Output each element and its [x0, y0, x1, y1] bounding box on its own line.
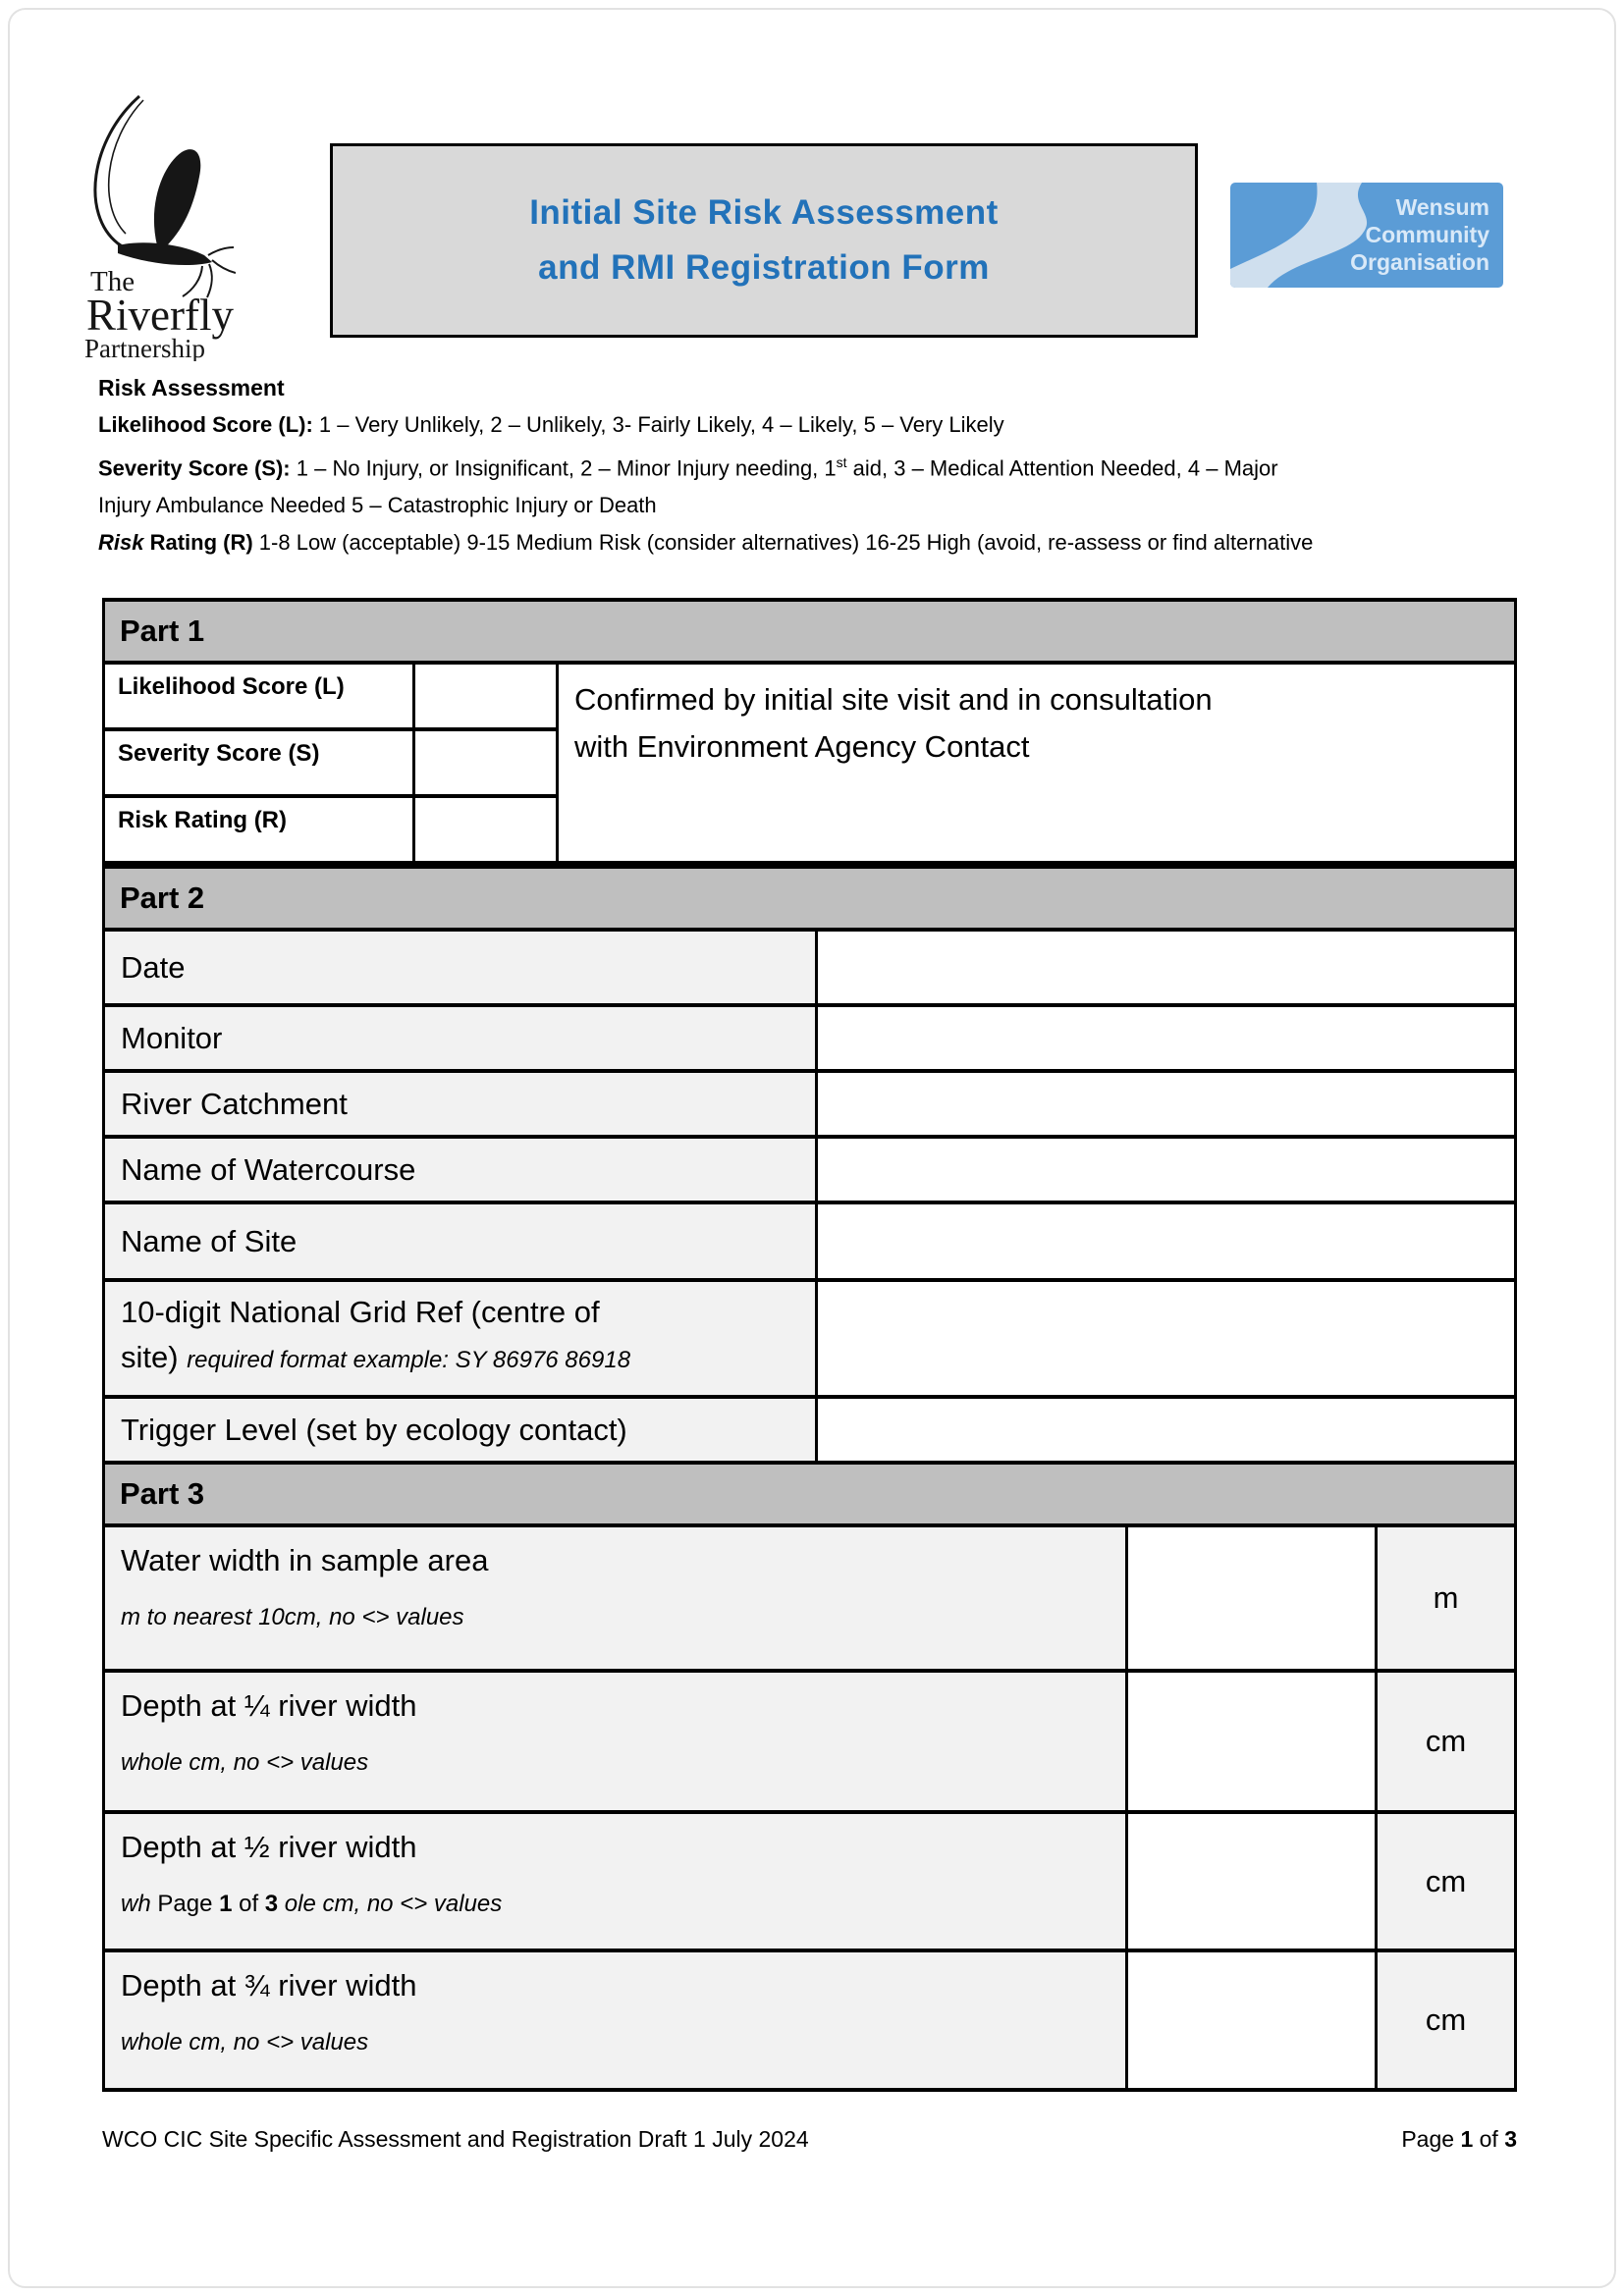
- severity-definition-text2: aid, 3 – Medical Attention Needed, 4 – Major: [846, 455, 1278, 481]
- riverfly-logo-the: The: [90, 266, 135, 297]
- table-row: [105, 1527, 1514, 1669]
- part2-table: [102, 932, 1517, 1465]
- depth-three-quarter-label: [105, 1952, 1128, 2088]
- table-row: [105, 1395, 1514, 1461]
- risk-rating-label: Risk Rating (R): [105, 798, 415, 861]
- wensum-logo-line3: Organisation: [1350, 249, 1489, 275]
- wensum-logo-line2: Community: [1365, 222, 1489, 247]
- site-name-input-cell[interactable]: [818, 1204, 1514, 1278]
- form-title-box: [330, 143, 1198, 338]
- riverfly-logo-partnership: Partnership: [84, 334, 205, 361]
- severity-score-definition: [98, 444, 1551, 487]
- table-row: [105, 932, 1514, 1003]
- watercourse-name-input-cell[interactable]: [818, 1139, 1514, 1201]
- depth-half-label: [105, 1814, 1128, 1949]
- risk-rating-definition: [98, 524, 1551, 561]
- part3-table: [102, 1527, 1517, 2092]
- footer-document-title: WCO CIC Site Specific Assessment and Registration Draft 1 July 2024: [102, 2126, 809, 2152]
- depth-quarter-input-cell[interactable]: [1128, 1673, 1378, 1810]
- severity-score-label: Severity Score (S): [105, 731, 415, 794]
- table-row: [105, 1069, 1514, 1135]
- part1-section: [102, 598, 1517, 865]
- water-width-input-cell[interactable]: [1128, 1527, 1378, 1669]
- watercourse-name-label: Name of Watercourse: [105, 1139, 818, 1201]
- table-row: [105, 665, 556, 727]
- severity-score-cell[interactable]: [415, 731, 556, 794]
- part1-confirmation-note: [556, 665, 1514, 861]
- severity-definition-label: Severity Score (S):: [98, 455, 291, 481]
- trigger-level-input-cell[interactable]: [818, 1399, 1514, 1461]
- depth-quarter-title: Depth at ¼ river width: [121, 1688, 417, 1723]
- risk-rating-definition-text: 1-8 Low (acceptable) 9-15 Medium Risk (consider alternatives) 16-25 High (avoid, re-assess or find alternative: [252, 530, 1314, 556]
- likelihood-definition-text: 1 – Very Unlikely, 2 – Unlikely, 3- Fairly Likely, 4 – Likely, 5 – Very Likely: [312, 412, 1004, 437]
- part1-table: [102, 665, 1517, 865]
- depth-three-quarter-input-cell[interactable]: [1128, 1952, 1378, 2088]
- table-row: [105, 1201, 1514, 1278]
- table-row: [105, 1003, 1514, 1069]
- table-row: [105, 1278, 1514, 1395]
- table-row: [105, 727, 556, 794]
- page-footer: [102, 2126, 1517, 2153]
- part2-header: Part 2: [102, 865, 1517, 932]
- part2-section: [102, 865, 1517, 1465]
- site-name-label: Name of Site: [105, 1204, 818, 1278]
- table-row: [105, 794, 556, 861]
- depth-half-unit: cm: [1378, 1814, 1514, 1949]
- date-input-cell[interactable]: [818, 932, 1514, 1003]
- grid-ref-label-line1: 10-digit National Grid Ref (centre of: [121, 1295, 600, 1329]
- trigger-level-label: Trigger Level (set by ecology contact): [105, 1399, 818, 1461]
- grid-ref-format-hint: required format example: SY 86976 86918: [187, 1347, 631, 1373]
- riverfly-partnership-logo: [61, 86, 236, 361]
- monitor-input-cell[interactable]: [818, 1007, 1514, 1069]
- likelihood-score-label: Likelihood Score (L): [105, 665, 415, 727]
- part1-score-grid: [105, 665, 556, 861]
- risk-assessment-heading: Risk Assessment: [98, 375, 285, 400]
- risk-rating-cell[interactable]: [415, 798, 556, 861]
- risk-rating-label-bold: Rating (R): [143, 530, 253, 556]
- monitor-label: Monitor: [105, 1007, 818, 1069]
- wensum-logo-line1: Wensum: [1395, 194, 1489, 220]
- table-row: [105, 1135, 1514, 1201]
- footer-page-number: Page 1 of 3: [1401, 2126, 1517, 2152]
- part3-section: [102, 1461, 1517, 2092]
- part1-note-line2: with Environment Agency Contact: [574, 729, 1030, 764]
- form-title-line1: Initial Site Risk Assessment: [529, 193, 999, 232]
- form-title-line2: and RMI Registration Form: [538, 248, 990, 287]
- table-row: [105, 1949, 1514, 2088]
- part1-header: Part 1: [102, 598, 1517, 665]
- severity-definition-text1: 1 – No Injury, or Insignificant, 2 – Minor Injury needing, 1: [290, 455, 837, 481]
- riverfly-logo-name: Riverfly: [86, 291, 234, 340]
- part1-note-line1: Confirmed by initial site visit and in consultation: [574, 682, 1213, 717]
- grid-ref-label: [105, 1282, 818, 1395]
- wensum-community-organisation-logo: [1230, 183, 1503, 288]
- likelihood-definition-label: Likelihood Score (L):: [98, 412, 313, 437]
- grid-ref-label-line2: site) required format example: SY 86976 86918: [121, 1340, 631, 1374]
- depth-half-input-cell[interactable]: [1128, 1814, 1378, 1949]
- river-catchment-input-cell[interactable]: [818, 1073, 1514, 1135]
- river-catchment-label: River Catchment: [105, 1073, 818, 1135]
- depth-three-quarter-title: Depth at ¾ river width: [121, 1968, 417, 2002]
- water-width-hint: m to nearest 10cm, no <> values: [121, 1604, 464, 1630]
- table-row: [105, 1810, 1514, 1949]
- depth-quarter-hint: whole cm, no <> values: [121, 1749, 369, 1776]
- depth-half-hint: wh Page 1 of 3 ole cm, no <> values: [121, 1891, 503, 1917]
- mayfly-icon: [61, 86, 236, 361]
- depth-quarter-label: [105, 1673, 1128, 1810]
- severity-definition-superscript: st: [836, 454, 847, 470]
- depth-quarter-unit: cm: [1378, 1673, 1514, 1810]
- water-width-title: Water width in sample area: [121, 1543, 489, 1577]
- water-width-unit: m: [1378, 1527, 1514, 1669]
- water-width-label: [105, 1527, 1128, 1669]
- depth-three-quarter-unit: cm: [1378, 1952, 1514, 2088]
- table-row: [105, 1669, 1514, 1810]
- depth-half-title: Depth at ½ river width: [121, 1830, 417, 1864]
- date-label: Date: [105, 932, 818, 1003]
- part3-header: Part 3: [102, 1461, 1517, 1527]
- risk-assessment-intro: [98, 369, 1551, 561]
- severity-score-definition-line2: Injury Ambulance Needed 5 – Catastrophic Injury or Death: [98, 493, 657, 518]
- depth-three-quarter-hint: whole cm, no <> values: [121, 2029, 369, 2056]
- risk-rating-label-italic: Risk: [98, 530, 144, 556]
- wensum-logo-text: [1350, 193, 1489, 276]
- grid-ref-input-cell[interactable]: [818, 1282, 1514, 1395]
- likelihood-score-cell[interactable]: [415, 665, 556, 727]
- likelihood-score-definition: [98, 406, 1551, 444]
